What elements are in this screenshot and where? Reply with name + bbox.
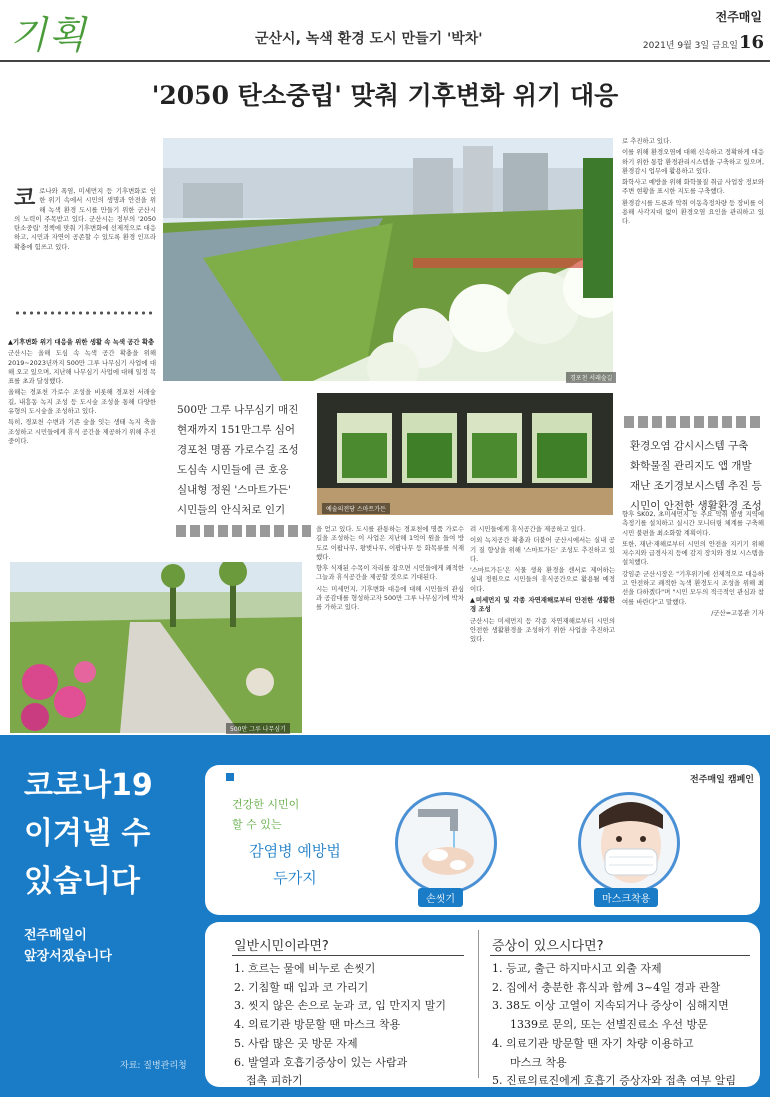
pull-line: 시민들의 안식처로 인기 bbox=[177, 504, 286, 516]
page-header bbox=[0, 0, 770, 62]
paragraph: 화학사고 예방을 위해 화학물질 취급 사업장 정보와 주변 현황을 표시한 지도를 구축했다. bbox=[622, 178, 764, 196]
subhead-safety: ▲미세먼지 및 각종 자연재해로부터 안전한 생활환경 조성 bbox=[470, 596, 615, 614]
symptom-list bbox=[492, 960, 754, 1091]
ad-headline-line: 코로나19 bbox=[24, 768, 153, 803]
campaign-label: 전주매일 캠페인 bbox=[690, 775, 754, 785]
pull-quote-trees bbox=[177, 400, 313, 520]
ad-source-credit: 자료: 질병관리청 bbox=[120, 1061, 187, 1071]
page-number: 16 bbox=[738, 32, 764, 53]
general-citizen-list bbox=[234, 960, 474, 1091]
list-item: 마스크 착용 bbox=[510, 1055, 567, 1069]
ad-intro-line: 할 수 있는 bbox=[232, 818, 282, 831]
list-item: 1. 흐르는 물에 비누로 손씻기 bbox=[234, 962, 376, 975]
byline: /군산=고봉관 기자 bbox=[711, 608, 764, 617]
heading-rule bbox=[232, 955, 464, 956]
paragraph: 특히, 경포천 수변과 기존 숲을 잇는 생태 녹지 축을 조성하고 시민들에게 휴식 공간을 제공하기 위해 추진 중이다. bbox=[8, 418, 156, 445]
square-bullet-icon bbox=[226, 773, 234, 781]
ad-subline-line: 앞장서겠습니다 bbox=[24, 949, 112, 964]
pull-line: 화학물질 관리지도 앱 개발 bbox=[630, 460, 752, 472]
photo-stream-flowers bbox=[163, 138, 613, 381]
list-item: 3. 씻지 않은 손으로 눈과 코, 입 만지지 말기 bbox=[234, 999, 446, 1013]
stream-flowers-image bbox=[163, 138, 613, 381]
ad-topic-line: 두가지 bbox=[273, 869, 317, 887]
lead-paragraph bbox=[14, 187, 156, 291]
ad-headline-line: 이겨낼 수 bbox=[24, 816, 151, 851]
pull-line: 현재까지 151만그루 심어 bbox=[177, 424, 296, 436]
list-item: 1. 등교, 출근 하지마시고 외출 자제 bbox=[492, 962, 662, 975]
paragraph: 향후 SK02, 초미세먼지 등 주요 악취 발생 지역에 측정기를 설치하고 실시간 모니터링 체계를 구축해 시민 불편을 최소화할 계획이다. bbox=[622, 510, 764, 537]
paragraph: 시는 미세먼지, 기후변화 대응에 대해 시민들의 관심과 공감대를 형성하고자 500만 그루 나무심기에 박차를 가하고 있다. bbox=[316, 584, 464, 612]
tag-handwash: 손씻기 bbox=[418, 888, 463, 907]
symptom-heading: 증상이 있으시다면? bbox=[492, 939, 604, 954]
dropcap: 코 bbox=[14, 187, 36, 211]
pull-line: 환경오염 감시시스템 구축 bbox=[630, 440, 749, 452]
paragraph: 강임준 군산시장은 "기후위기에 선제적으로 대응하고 안전하고 쾌적한 녹색 환경도시 조성을 위해 최선을 다하겠다"며 "시민 모두의 적극적인 관심과 참여를 바란다"고 말했다. bbox=[622, 569, 764, 606]
ad-topic-line: 감염병 예방법 bbox=[249, 842, 341, 860]
photo-caption: 예술의전당 스마트가든 bbox=[322, 503, 390, 514]
list-item: 3. 38도 이상 고열이 지속되거나 증상이 심해지면 bbox=[492, 999, 729, 1013]
lead-text: 로나와 폭염, 미세먼지 등 기후변화로 인한 위기 속에서 시민의 생명과 안전을 위해 녹색 환경 도시를 만들기 위한 군산시의 노력이 주목받고 있다. 군산시는 정부의 '2050 탄소중립' 정책에 맞춰 기후변화에 선제적으로 대응하고, 시민과 자연이 공존할 수 있도록 환경 인프라 확충에 힘쓰고 있다. bbox=[14, 187, 156, 251]
dot-divider bbox=[14, 310, 154, 316]
ad-intro bbox=[232, 795, 299, 835]
heading-rule bbox=[490, 955, 750, 956]
ad-topic bbox=[240, 838, 350, 892]
list-item: 6. 발열과 호흡기증상이 있는 사람과 bbox=[234, 1055, 408, 1069]
article-column-1 bbox=[8, 338, 156, 558]
smart-garden-image bbox=[317, 393, 613, 515]
ad-subline bbox=[24, 925, 112, 967]
paragraph: 올해는 경포천 가로수 조성을 비롯해 경포천 서래숲길, 내흥동 녹지 조성 등 도시숲 조성을 통해 다양한 유형의 도시숲을 조성하고 있다. bbox=[8, 388, 156, 416]
tag-mask: 마스크착용 bbox=[594, 888, 658, 907]
paragraph: 을 얻고 있다. 도시를 관통하는 경포천에 명품 가로수 길을 조성하는 이 사업은 지난해 1억여 원을 들여 방도로 이팝나무, 왕벚나무, 이팝나무 등 화목류를 식재했다. bbox=[316, 525, 464, 561]
edition-date: 2021년 9월 3일 금요일 bbox=[642, 41, 738, 51]
photo-flower-path bbox=[10, 562, 302, 733]
paragraph: 군산시는 올해 도심 속 녹색 공간 확충을 위해 2019~2023년까지 500만 그루 나무심기 사업에 대해 오고 있으며, 지난해 나무심기 사업에 대해 일정 목표를 초과 달성했다. bbox=[8, 349, 156, 386]
paragraph: 이를 위해 환경오염에 대해 신속하고 정확하게 대응하기 위한 통합 환경관리시스템을 구축하고 있으며, 환경감시 업무에 활용하고 있다. bbox=[622, 148, 764, 175]
main-headline: '2050 탄소중립' 맞춰 기후변화 위기 대응 bbox=[151, 81, 619, 110]
flower-path-image bbox=[10, 562, 302, 733]
article-column-3 bbox=[470, 525, 615, 731]
article-column-4-continued bbox=[622, 510, 764, 732]
pull-line: 재난 조기경보시스템 추진 등 bbox=[630, 480, 762, 492]
paragraph: 또한, 재난·재해로부터 시민의 안전을 지키기 위해 저수지와 급경사지 등에 감지 장치와 경보 시스템을 설치했다. bbox=[622, 539, 764, 567]
list-item: 5. 사람 많은 곳 방문 자제 bbox=[234, 1036, 358, 1050]
faucet-icon bbox=[398, 795, 494, 891]
pull-line: 500만 그루 나무심기 매진 bbox=[177, 404, 299, 416]
section-logo: 기획 bbox=[10, 13, 88, 57]
list-item: 2. 집에서 충분한 휴식과 함께 3~4일 경과 관찰 bbox=[492, 980, 721, 994]
list-item: 5. 진료의료진에게 호흡기 증상자와 접촉 여부 알림 bbox=[492, 1074, 736, 1088]
pull-line: 시민이 안전한 생활환경 조성 bbox=[630, 500, 762, 512]
pull-line: 경포천 명품 가로수길 조성 bbox=[177, 444, 299, 456]
paragraph: '스마트가든'은 식물 생육 환경을 센서로 제어하는 실내 정원으로 시민들의 휴식공간으로 활용될 예정이다. bbox=[470, 566, 615, 593]
section-title: 군산시, 녹색 환경 도시 만들기 '박차' bbox=[255, 31, 483, 47]
block-divider bbox=[176, 525, 311, 537]
pull-line: 도심속 시민들에 큰 호응 bbox=[177, 464, 289, 476]
ad-headline-line: 있습니다 bbox=[24, 864, 140, 899]
paragraph: 려 시민들에게 휴식공간을 제공하고 있다. bbox=[470, 525, 586, 533]
photo-smart-garden bbox=[317, 393, 613, 515]
list-item: 4. 의료기관 방문할 땐 자기 차량 이용하고 bbox=[492, 1036, 694, 1050]
ad-headline bbox=[24, 762, 153, 906]
photo-caption: 500만 그루 나무심기 bbox=[226, 723, 290, 734]
ad-subline-line: 전주매일이 bbox=[24, 928, 87, 943]
list-item: 2. 기침할 때 입과 코 가리기 bbox=[234, 980, 369, 994]
ad-intro-line: 건강한 시민이 bbox=[232, 798, 300, 811]
handwash-illustration bbox=[395, 792, 497, 894]
block-divider bbox=[624, 416, 764, 428]
paper-name: 전주매일 bbox=[715, 10, 762, 24]
paragraph: 향후 식재된 수목이 자리를 잡으면 시민들에게 쾌적한 그늘과 휴식공간을 제공할 것으로 기대된다. bbox=[316, 564, 464, 582]
list-item: 1339로 문의, 또는 선별진료소 우선 방문 bbox=[510, 1018, 708, 1032]
article-column-4 bbox=[622, 137, 764, 377]
general-citizen-heading: 일반시민이라면? bbox=[234, 939, 329, 954]
list-item: 접촉 피하기 bbox=[246, 1074, 303, 1088]
list-item: 4. 의료기관 방문할 땐 마스크 착용 bbox=[234, 1018, 401, 1032]
paragraph: 이외 녹지공간 확충과 더불어 군산시에서는 실내 공기 질 향상을 위해 '스마트가든' 조성도 추진하고 있다. bbox=[470, 536, 615, 563]
pull-line: 실내형 정원 '스마트가든' bbox=[177, 484, 291, 496]
subhead-green-space: ▲기후변화 위기 대응을 위한 생활 속 녹색 공간 확충 bbox=[8, 338, 155, 346]
paragraph: 로 추진하고 있다. bbox=[622, 137, 672, 145]
article-column-2 bbox=[316, 525, 464, 731]
column-separator bbox=[478, 930, 479, 1078]
mask-illustration bbox=[578, 792, 680, 894]
pull-quote-safety bbox=[630, 436, 766, 516]
mask-face-icon bbox=[581, 795, 677, 891]
paragraph: 환경감시를 드론과 악취 이동측정차량 등 장비를 이용해 사각지대 없이 환경오염 요인을 관리하고 있다. bbox=[622, 198, 764, 226]
paragraph: 군산시는 미세먼지 등 각종 자연재해로부터 시민의 안전한 생활환경을 조성하기 위한 사업을 추진하고 있다. bbox=[470, 616, 615, 644]
photo-caption: 경포천 서래숲길 bbox=[566, 372, 616, 383]
